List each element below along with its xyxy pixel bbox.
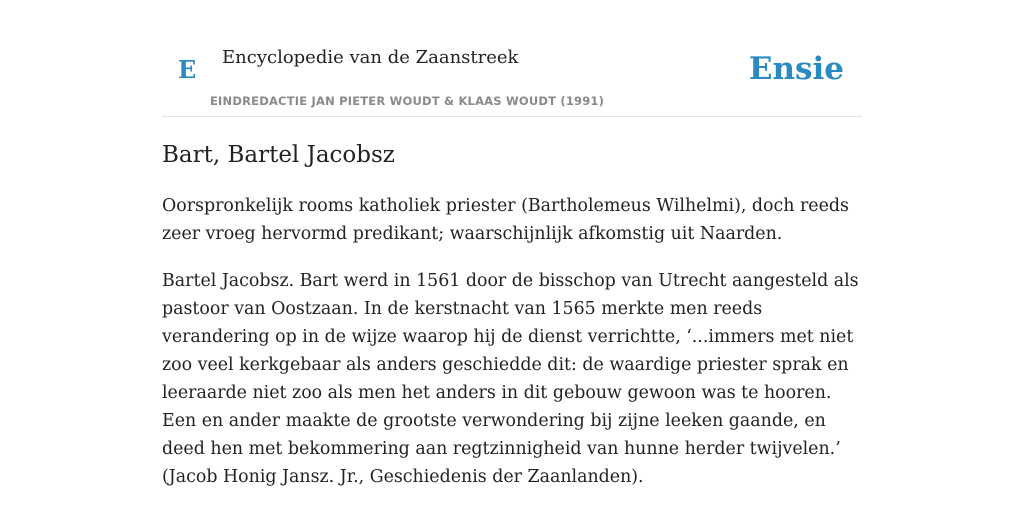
ensie-brand-logo[interactable]: Ensie xyxy=(748,51,844,87)
article-paragraph: Bartel Jacobsz. Bart werd in 1561 door de bisschop van Utrecht aangesteld als pastoor van Oostzaan. In de kerstnacht van 1565 merkte men reeds verandering op in de wijze waarop hij de dienst verrichtte, ‘...immers met niet zoo veel kerkgebaar als anders geschiedde dit: de waardige priester sprak en leeraarde niet zoo als men het anders in dit gebouw gewoon was te hooren. Een en ander maakte de grootste verwondering bij zijne leeken gaande, en deed hen met bekommering aan regtzinnigheid van hunne herder twijvelen.’ (Jacob Honig Jansz. Jr., Geschiedenis der Zaanlanden). xyxy=(162,271,859,487)
site-logo-icon[interactable]: E xyxy=(178,55,197,84)
article-title: Bart, Bartel Jacobsz xyxy=(162,142,395,168)
article-paragraph: Oorspronkelijk rooms katholiek priester (Bartholemeus Wilhelmi), doch reeds zeer vroeg hervormd predikant; waarschijnlijk afkomstig uit Naarden. xyxy=(162,196,849,244)
site-title[interactable]: Encyclopedie van de Zaanstreek xyxy=(222,47,519,68)
article xyxy=(162,138,864,491)
site-header xyxy=(162,0,862,117)
editors-line: EINDREDACTIE JAN PIETER WOUDT & KLAAS WOUDT (1991) xyxy=(210,94,605,108)
